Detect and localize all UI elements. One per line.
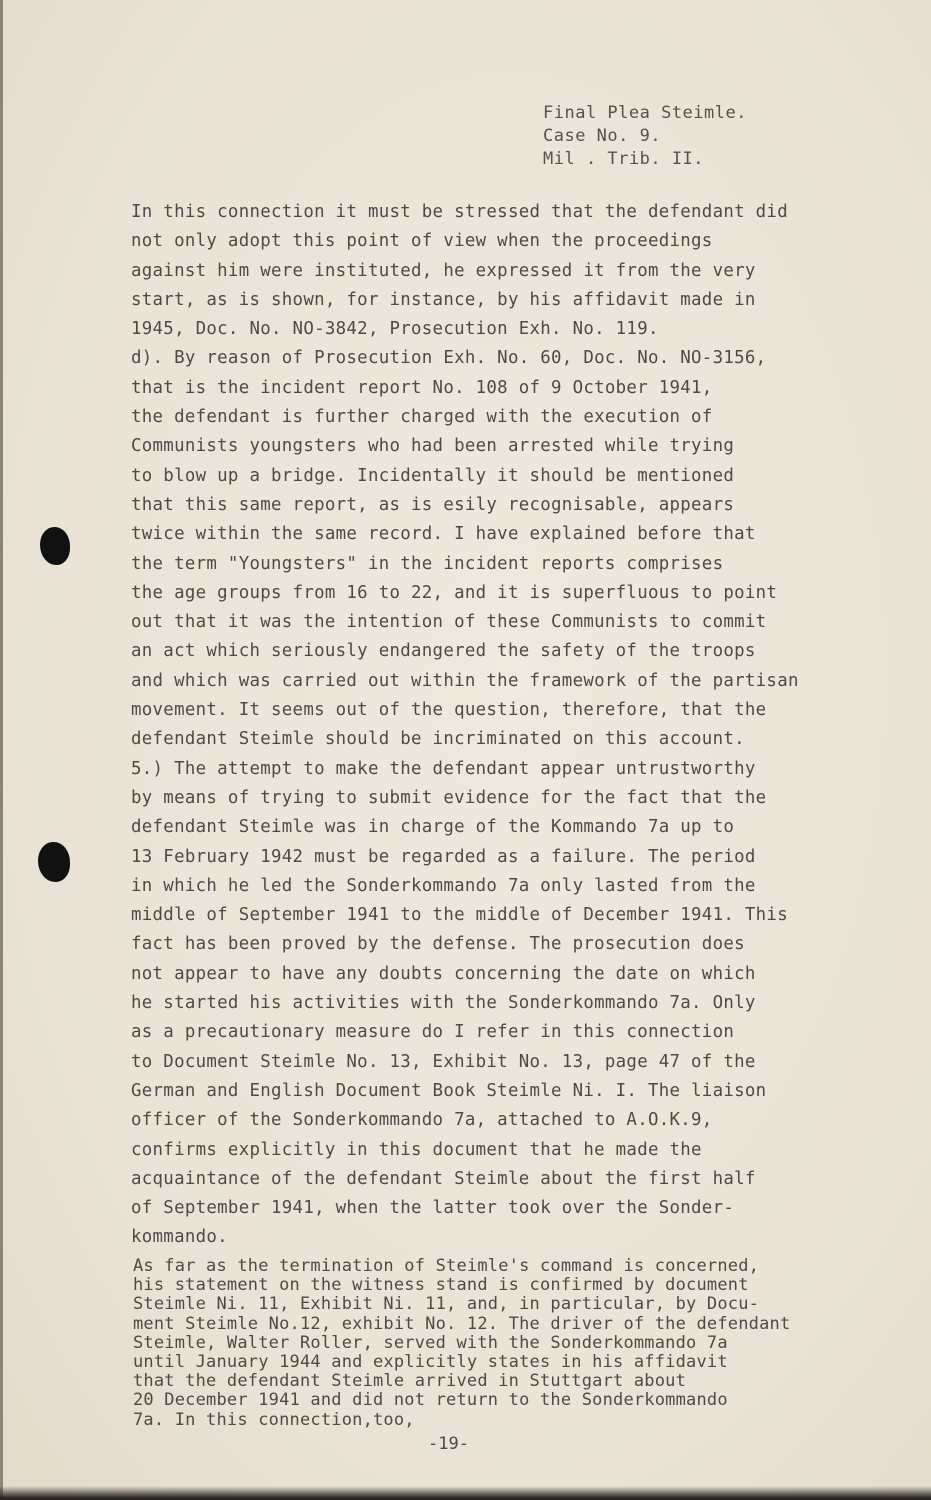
- body-line: defendant Steimle should be incriminated on this account.: [131, 729, 745, 750]
- body-line: 13 February 1942 must be regarded as a failure. The period: [131, 846, 756, 867]
- body-line: kommando.: [131, 1227, 228, 1248]
- body-line: the defendant is further charged with the execution of: [131, 407, 713, 428]
- body-line: defendant Steimle was in charge of the Kommando 7a up to: [131, 817, 735, 838]
- compact-line: until January 1944 and explicitly states in his affidavit: [133, 1352, 728, 1373]
- body-line: an act which seriously endangered the safety of the troops: [131, 641, 756, 662]
- punch-hole-top: [40, 527, 70, 565]
- body-line: start, as is shown, for instance, by his affidavit made in: [131, 289, 756, 310]
- body-line: d). By reason of Prosecution Exh. No. 60, Doc. No. NO-3156,: [131, 348, 767, 369]
- body-line: out that it was the intention of these Communists to commit: [131, 612, 767, 633]
- body-line: to Document Steimle No. 13, Exhibit No. 13, page 47 of the: [131, 1051, 756, 1072]
- page-left-edge: [0, 0, 3, 1500]
- body-line: twice within the same record. I have explained before that: [131, 524, 756, 545]
- body-line: against him were instituted, he expressed it from the very: [131, 260, 756, 281]
- body-line: not appear to have any doubts concerning the date on which: [131, 963, 756, 984]
- compact-line: 20 December 1941 and did not return to the Sonderkommando: [133, 1390, 728, 1411]
- body-line: he started his activities with the Sonderkommando 7a. Only: [131, 993, 756, 1014]
- body-line: officer of the Sonderkommando 7a, attached to A.O.K.9,: [131, 1110, 713, 1131]
- body-line: in which he led the Sonderkommando 7a only lasted from the: [131, 875, 756, 896]
- compact-line: that the defendant Steimle arrived in Stuttgart about: [133, 1371, 687, 1392]
- body-line: confirms explicitly in this document that he made the: [131, 1139, 702, 1160]
- closing-paragraph: [133, 1257, 790, 1430]
- body-line: by means of trying to submit evidence for the fact that the: [131, 787, 767, 808]
- document-header: [543, 102, 747, 171]
- body-line: In this connection it must be stressed that the defendant did: [131, 202, 788, 222]
- body-line: middle of September 1941 to the middle of December 1941. This: [131, 905, 788, 926]
- body-line: to blow up a bridge. Incidentally it should be mentioned: [131, 465, 735, 486]
- body-line: movement. It seems out of the question, therefore, that the: [131, 700, 767, 721]
- body-line: acquaintance of the defendant Steimle about the first half: [131, 1168, 756, 1189]
- body-line: not only adopt this point of view when the proceedings: [131, 231, 713, 252]
- body-line: the term "Youngsters" in the incident reports comprises: [131, 553, 724, 574]
- body-line: that is the incident report No. 108 of 9 October 1941,: [131, 377, 713, 398]
- compact-line: his statement on the witness stand is confirmed by document: [133, 1275, 749, 1296]
- compact-line: Steimle, Walter Roller, served with the Sonderkommando 7a: [133, 1332, 728, 1353]
- body-line: German and English Document Book Steimle Ni. I. The liaison: [131, 1080, 767, 1101]
- compact-line: ment Steimle No.12, exhibit No. 12. The driver of the defendant: [133, 1313, 791, 1334]
- header-title: Final Plea Steimle.: [543, 103, 747, 123]
- body-line: as a precautionary measure do I refer in this connection: [131, 1022, 735, 1043]
- punch-hole-bottom: [38, 842, 70, 882]
- body-paragraphs: [131, 198, 799, 1253]
- compact-line: 7a. In this connection,too,: [133, 1409, 415, 1430]
- body-line: that this same report, as is esily recognisable, appears: [131, 494, 735, 515]
- compact-line: As far as the termination of Steimle's command is concerned,: [133, 1256, 760, 1276]
- page-number: -19-: [428, 1434, 469, 1454]
- body-line: and which was carried out within the framework of the partisan: [131, 670, 799, 691]
- compact-line: Steimle Ni. 11, Exhibit Ni. 11, and, in particular, by Docu-: [133, 1294, 760, 1315]
- body-line: the age groups from 16 to 22, and it is superfluous to point: [131, 582, 778, 603]
- header-case: Case No. 9.: [543, 126, 662, 146]
- body-line: of September 1941, when the latter took over the Sonder-: [131, 1198, 735, 1219]
- body-line: 5.) The attempt to make the defendant appear untrustworthy: [131, 758, 756, 779]
- body-line: fact has been proved by the defense. The prosecution does: [131, 934, 745, 955]
- body-line: 1945, Doc. No. NO-3842, Prosecution Exh. No. 119.: [131, 319, 659, 340]
- page-bottom-shadow: [0, 1486, 931, 1500]
- header-tribunal: Mil . Trib. II.: [543, 149, 705, 169]
- body-line: Communists youngsters who had been arrested while trying: [131, 436, 735, 457]
